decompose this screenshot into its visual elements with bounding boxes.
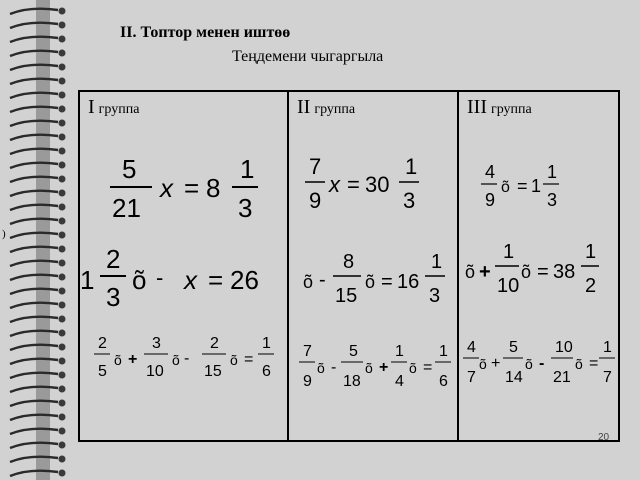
g1e1-eq: =	[184, 173, 200, 203]
g2e1-whole: 30	[365, 172, 390, 197]
spiral-ring	[10, 401, 58, 406]
g3e2-var1: õ	[465, 262, 476, 282]
spiral-ring	[10, 457, 58, 462]
g2e2-num1: 8	[343, 251, 355, 273]
spiral-ring	[10, 9, 58, 14]
spiral-hole	[59, 260, 66, 267]
spiral-hole	[59, 22, 66, 29]
g2e1-num1: 7	[309, 154, 322, 179]
g2e1-den1: 9	[309, 188, 322, 213]
g3e3-den2: 14	[505, 369, 523, 386]
spiral-binding	[0, 0, 74, 480]
g3-equation-2	[465, 241, 599, 297]
spiral-ring	[10, 51, 58, 56]
spiral-ring	[10, 373, 58, 378]
spiral-ring	[10, 261, 58, 266]
spiral-hole	[59, 162, 66, 169]
g3e1-eq: =	[517, 176, 528, 196]
g3e3-num2: 5	[509, 339, 518, 356]
spiral-hole	[59, 218, 66, 225]
g1e3-num3: 2	[210, 335, 219, 352]
spiral-hole	[59, 176, 66, 183]
g1e3-den2: 10	[146, 363, 164, 380]
spiral-ring	[10, 345, 58, 350]
g1e1-den1: 21	[112, 193, 141, 223]
g1e1-whole: 8	[206, 173, 221, 203]
g2e3-op2: +	[379, 359, 389, 376]
g2e3-num3: 1	[395, 343, 404, 360]
spiral-ring	[10, 23, 58, 28]
spiral-ring	[10, 93, 58, 98]
g2e3-den1: 9	[303, 373, 312, 390]
g3e2-eq: =	[537, 261, 549, 283]
g1-equation-1	[110, 154, 258, 223]
g1e3-var1: õ	[114, 352, 122, 368]
group-1-equations	[80, 92, 287, 440]
spiral-ring	[10, 359, 58, 364]
spiral-ring	[10, 191, 58, 196]
spiral-hole	[59, 372, 66, 379]
g2e1-num2: 1	[405, 154, 418, 179]
spiral-ring	[10, 317, 58, 322]
spiral-ring	[10, 289, 58, 294]
slide-subtitle: Теңдемени чыгаргыла	[232, 48, 384, 65]
spiral-hole	[59, 36, 66, 43]
g2e3-den2: 18	[343, 373, 361, 390]
g3e3-den1: 7	[467, 369, 476, 386]
spiral-hole	[59, 8, 66, 15]
g2e2-var1: õ	[303, 272, 314, 292]
g1e2-eq: =	[208, 265, 224, 295]
g3e3-den3: 21	[553, 369, 571, 386]
g3e3-op1: +	[491, 355, 501, 372]
spiral-hole	[59, 78, 66, 85]
group-3-column	[457, 92, 620, 440]
g3e3-op2: -	[539, 355, 545, 372]
g2e1-var: x	[329, 172, 340, 197]
group-1-numeral: I	[88, 96, 95, 118]
group-3-equations	[459, 92, 620, 440]
spiral-ring	[10, 471, 58, 476]
g1e3-den1: 5	[98, 363, 107, 380]
g3e3-num1: 4	[467, 339, 476, 356]
g3e1-whole: 1	[531, 176, 542, 196]
spiral-ring	[10, 247, 58, 252]
g2e3-num4: 1	[439, 343, 448, 360]
spiral-ring	[10, 205, 58, 210]
g1e3-num2: 3	[152, 335, 161, 352]
spiral-hole	[59, 204, 66, 211]
g3e2-den2: 2	[585, 275, 597, 297]
spiral-hole	[59, 414, 66, 421]
g2e3-var1: õ	[317, 360, 325, 376]
spiral-ring	[10, 233, 58, 238]
g2-equation-2	[303, 251, 445, 307]
spiral-ring	[10, 331, 58, 336]
g1e2-den: 3	[106, 282, 121, 312]
spiral-hole	[59, 246, 66, 253]
spiral-hole	[59, 400, 66, 407]
g1e3-op2: -	[184, 350, 190, 367]
g3e1-den1: 9	[485, 190, 496, 210]
g3e2-var2: õ	[521, 262, 532, 282]
g2e3-num2: 5	[349, 343, 358, 360]
slide-header	[70, 16, 630, 76]
group-1-word: группа	[98, 102, 140, 117]
g2e3-var2: õ	[365, 360, 373, 376]
g3e3-eq: =	[589, 355, 599, 372]
group-3-word: группа	[490, 102, 532, 117]
g2e2-op: -	[319, 269, 326, 291]
group-2-word: группа	[314, 102, 356, 117]
left-mark: )	[2, 228, 6, 240]
spiral-ring	[10, 429, 58, 434]
spiral-ring	[10, 107, 58, 112]
spiral-ring	[10, 219, 58, 224]
g1e3-var2: õ	[172, 352, 180, 368]
g2e2-den2: 3	[429, 285, 441, 307]
spiral-hole	[59, 330, 66, 337]
spiral-ring	[10, 135, 58, 140]
g1-equation-2	[80, 244, 259, 312]
spiral-ring	[10, 149, 58, 154]
group-2-equations	[289, 92, 459, 440]
spiral-hole	[59, 190, 66, 197]
spiral-hole	[59, 64, 66, 71]
spiral-hole	[59, 344, 66, 351]
spiral-ring	[10, 387, 58, 392]
g3e3-num4: 1	[603, 339, 612, 356]
g2e2-eq: =	[381, 271, 393, 293]
g1e1-num1: 5	[122, 154, 137, 184]
spiral-hole	[59, 50, 66, 57]
group-3-numeral: III	[467, 96, 487, 118]
g1e2-var1: õ	[132, 265, 147, 295]
groups-table	[78, 90, 620, 442]
g1e2-op: -	[156, 265, 164, 290]
g1e2-whole: 1	[80, 265, 95, 295]
g2e3-eq: =	[423, 359, 433, 376]
g3e2-num2: 1	[585, 241, 597, 263]
g2-equation-3	[299, 343, 451, 390]
g1e3-den3: 15	[204, 363, 222, 380]
g1-equation-3	[94, 335, 274, 380]
g1e2-var2: x	[184, 265, 197, 295]
spiral-hole	[59, 134, 66, 141]
spiral-hole	[59, 302, 66, 309]
g3e3-num3: 10	[555, 339, 573, 356]
g1e3-num1: 2	[98, 335, 107, 352]
g1e3-op3: =	[244, 351, 254, 368]
g2-equation-1	[305, 154, 419, 213]
spiral-ring	[10, 121, 58, 126]
spiral-ring	[10, 275, 58, 280]
g3e3-var1: õ	[479, 356, 487, 372]
spiral-ring	[10, 163, 58, 168]
g2e1-eq: =	[347, 172, 360, 197]
g3-equation-1	[481, 162, 559, 210]
g1e2-num: 2	[106, 244, 121, 274]
g1e3-num4: 1	[262, 335, 271, 352]
spiral-hole	[59, 428, 66, 435]
spiral-hole	[59, 92, 66, 99]
group-2-column	[287, 92, 459, 440]
g3e1-den2: 3	[547, 190, 558, 210]
spiral-hole	[59, 442, 66, 449]
g3e2-num1: 1	[503, 241, 515, 263]
g2e3-den3: 4	[395, 373, 404, 390]
group-1-column	[80, 92, 287, 440]
g3e3-den4: 7	[603, 369, 612, 386]
g2e2-var2: õ	[365, 272, 376, 292]
g3e1-num2: 1	[547, 162, 558, 182]
spiral-hole	[59, 106, 66, 113]
spiral-hole	[59, 120, 66, 127]
group-2-numeral: II	[297, 96, 311, 118]
g3-equation-3	[463, 339, 615, 386]
g1e3-var3: õ	[230, 352, 238, 368]
slide-number: 20	[598, 432, 610, 443]
g1e1-num2: 1	[240, 154, 255, 184]
spiral-ring	[10, 443, 58, 448]
g3e2-whole: 38	[553, 261, 576, 283]
g3e3-var2: õ	[525, 356, 533, 372]
g3e1-num1: 4	[485, 162, 496, 182]
g1e3-op1: +	[128, 351, 138, 368]
spiral-ring	[10, 303, 58, 308]
spiral-hole	[59, 316, 66, 323]
g2e2-num2: 1	[431, 251, 443, 273]
g3e1-var: õ	[501, 179, 510, 196]
spiral-hole	[59, 232, 66, 239]
spiral-hole	[59, 456, 66, 463]
g2e3-den4: 6	[439, 373, 448, 390]
spiral-hole	[59, 358, 66, 365]
g1e1-den2: 3	[238, 193, 253, 223]
spiral-hole	[59, 274, 66, 281]
spiral-hole	[59, 148, 66, 155]
g3e2-den1: 10	[497, 275, 520, 297]
spiral-ring	[10, 37, 58, 42]
spiral-ring	[10, 415, 58, 420]
slide-title: II. Топтор менен иштөө	[120, 24, 291, 41]
spiral-ring	[10, 65, 58, 70]
spiral-hole	[59, 288, 66, 295]
g2e1-den2: 3	[403, 188, 416, 213]
spiral-ring	[10, 177, 58, 182]
g3e3-var3: õ	[575, 356, 583, 372]
spiral-ring	[10, 79, 58, 84]
g1e3-den4: 6	[262, 363, 271, 380]
g3e2-op: +	[479, 261, 491, 283]
g1e2-rhs: 26	[230, 265, 259, 295]
g1e1-var: x	[160, 173, 173, 203]
g2e3-num1: 7	[303, 343, 312, 360]
g2e3-op1: -	[331, 359, 337, 376]
spiral-hole	[59, 470, 66, 477]
g2e2-whole: 16	[397, 271, 420, 293]
spiral-hole	[59, 386, 66, 393]
g2e2-den1: 15	[335, 285, 358, 307]
g2e3-var3: õ	[409, 360, 417, 376]
